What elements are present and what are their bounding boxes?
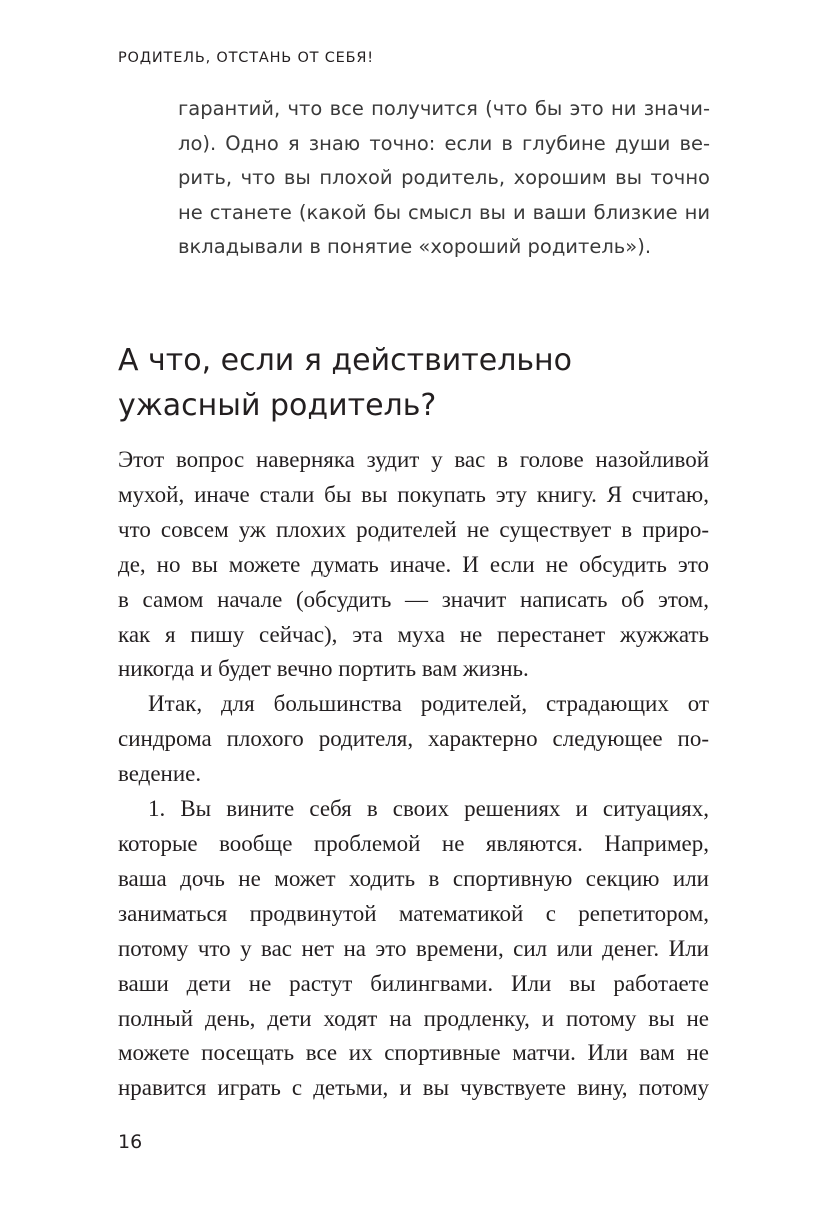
section-heading-line: А что, если я действительно (118, 343, 573, 378)
body-line: заниматься продвинутой математикой с репетитором, (118, 900, 709, 926)
quote-block (178, 92, 710, 265)
body-line: как я пишу сейчас), эта муха не перестанет жужжать (118, 621, 709, 647)
body-line: что совсем уж плохих родителей не существует в приро- (118, 516, 709, 542)
body-line: ваши дети не растут билингвами. Или вы работаете (118, 970, 709, 996)
running-header: РОДИТЕЛЬ, ОТСТАНЬ ОТ СЕБЯ! (118, 50, 374, 66)
body-line: в самом начале (обсудить — значит написать об этом, (118, 586, 709, 612)
body-line: потому что у вас нет на это времени, сил или денег. Или (118, 935, 709, 961)
body-line: которые вообще проблемой не являются. Например, (118, 830, 709, 856)
quote-line: рить, что вы плохой родитель, хорошим вы точно (178, 166, 710, 190)
body-line: Итак, для большинства родителей, страдающих от (148, 691, 709, 717)
quote-line: ло). Одно я знаю точно: если в глубине души ве- (178, 131, 710, 155)
body-line: мухой, иначе стали бы вы покупать эту книгу. Я считаю, (118, 481, 709, 507)
body-line: 1. Вы вините себя в своих решениях и ситуациях, (148, 796, 709, 822)
quote-line: вкладывали в понятие «хороший родитель»). (178, 235, 652, 259)
body-line: де, но вы можете думать иначе. И если не обсудить это (118, 551, 709, 577)
section-heading-line: ужасный родитель? (118, 388, 437, 423)
body-line: можете посещать все их спортивные матчи. Или вам не (118, 1040, 709, 1066)
page-number: 16 (118, 1131, 143, 1153)
quote-line: не станете (какой бы смысл вы и ваши близкие ни (178, 200, 710, 224)
body-text (118, 443, 709, 1106)
body-line: нравится играть с детьми, и вы чувствуете вину, потому (118, 1075, 709, 1101)
quote-line: гарантий, что все получится (что бы это ни значи- (178, 97, 710, 120)
body-line: Этот вопрос наверняка зудит у вас в голове назойливой (118, 447, 709, 472)
body-line: ваша дочь не может ходить в спортивную секцию или (118, 865, 709, 891)
body-line: ведение. (118, 761, 202, 787)
body-line: синдрома плохого родителя, характерно следующее по- (118, 726, 709, 752)
body-line: никогда и будет вечно портить вам жизнь. (118, 656, 529, 682)
section-heading (118, 338, 738, 428)
body-line: полный день, дети ходят на продленку, и потому вы не (118, 1005, 709, 1031)
